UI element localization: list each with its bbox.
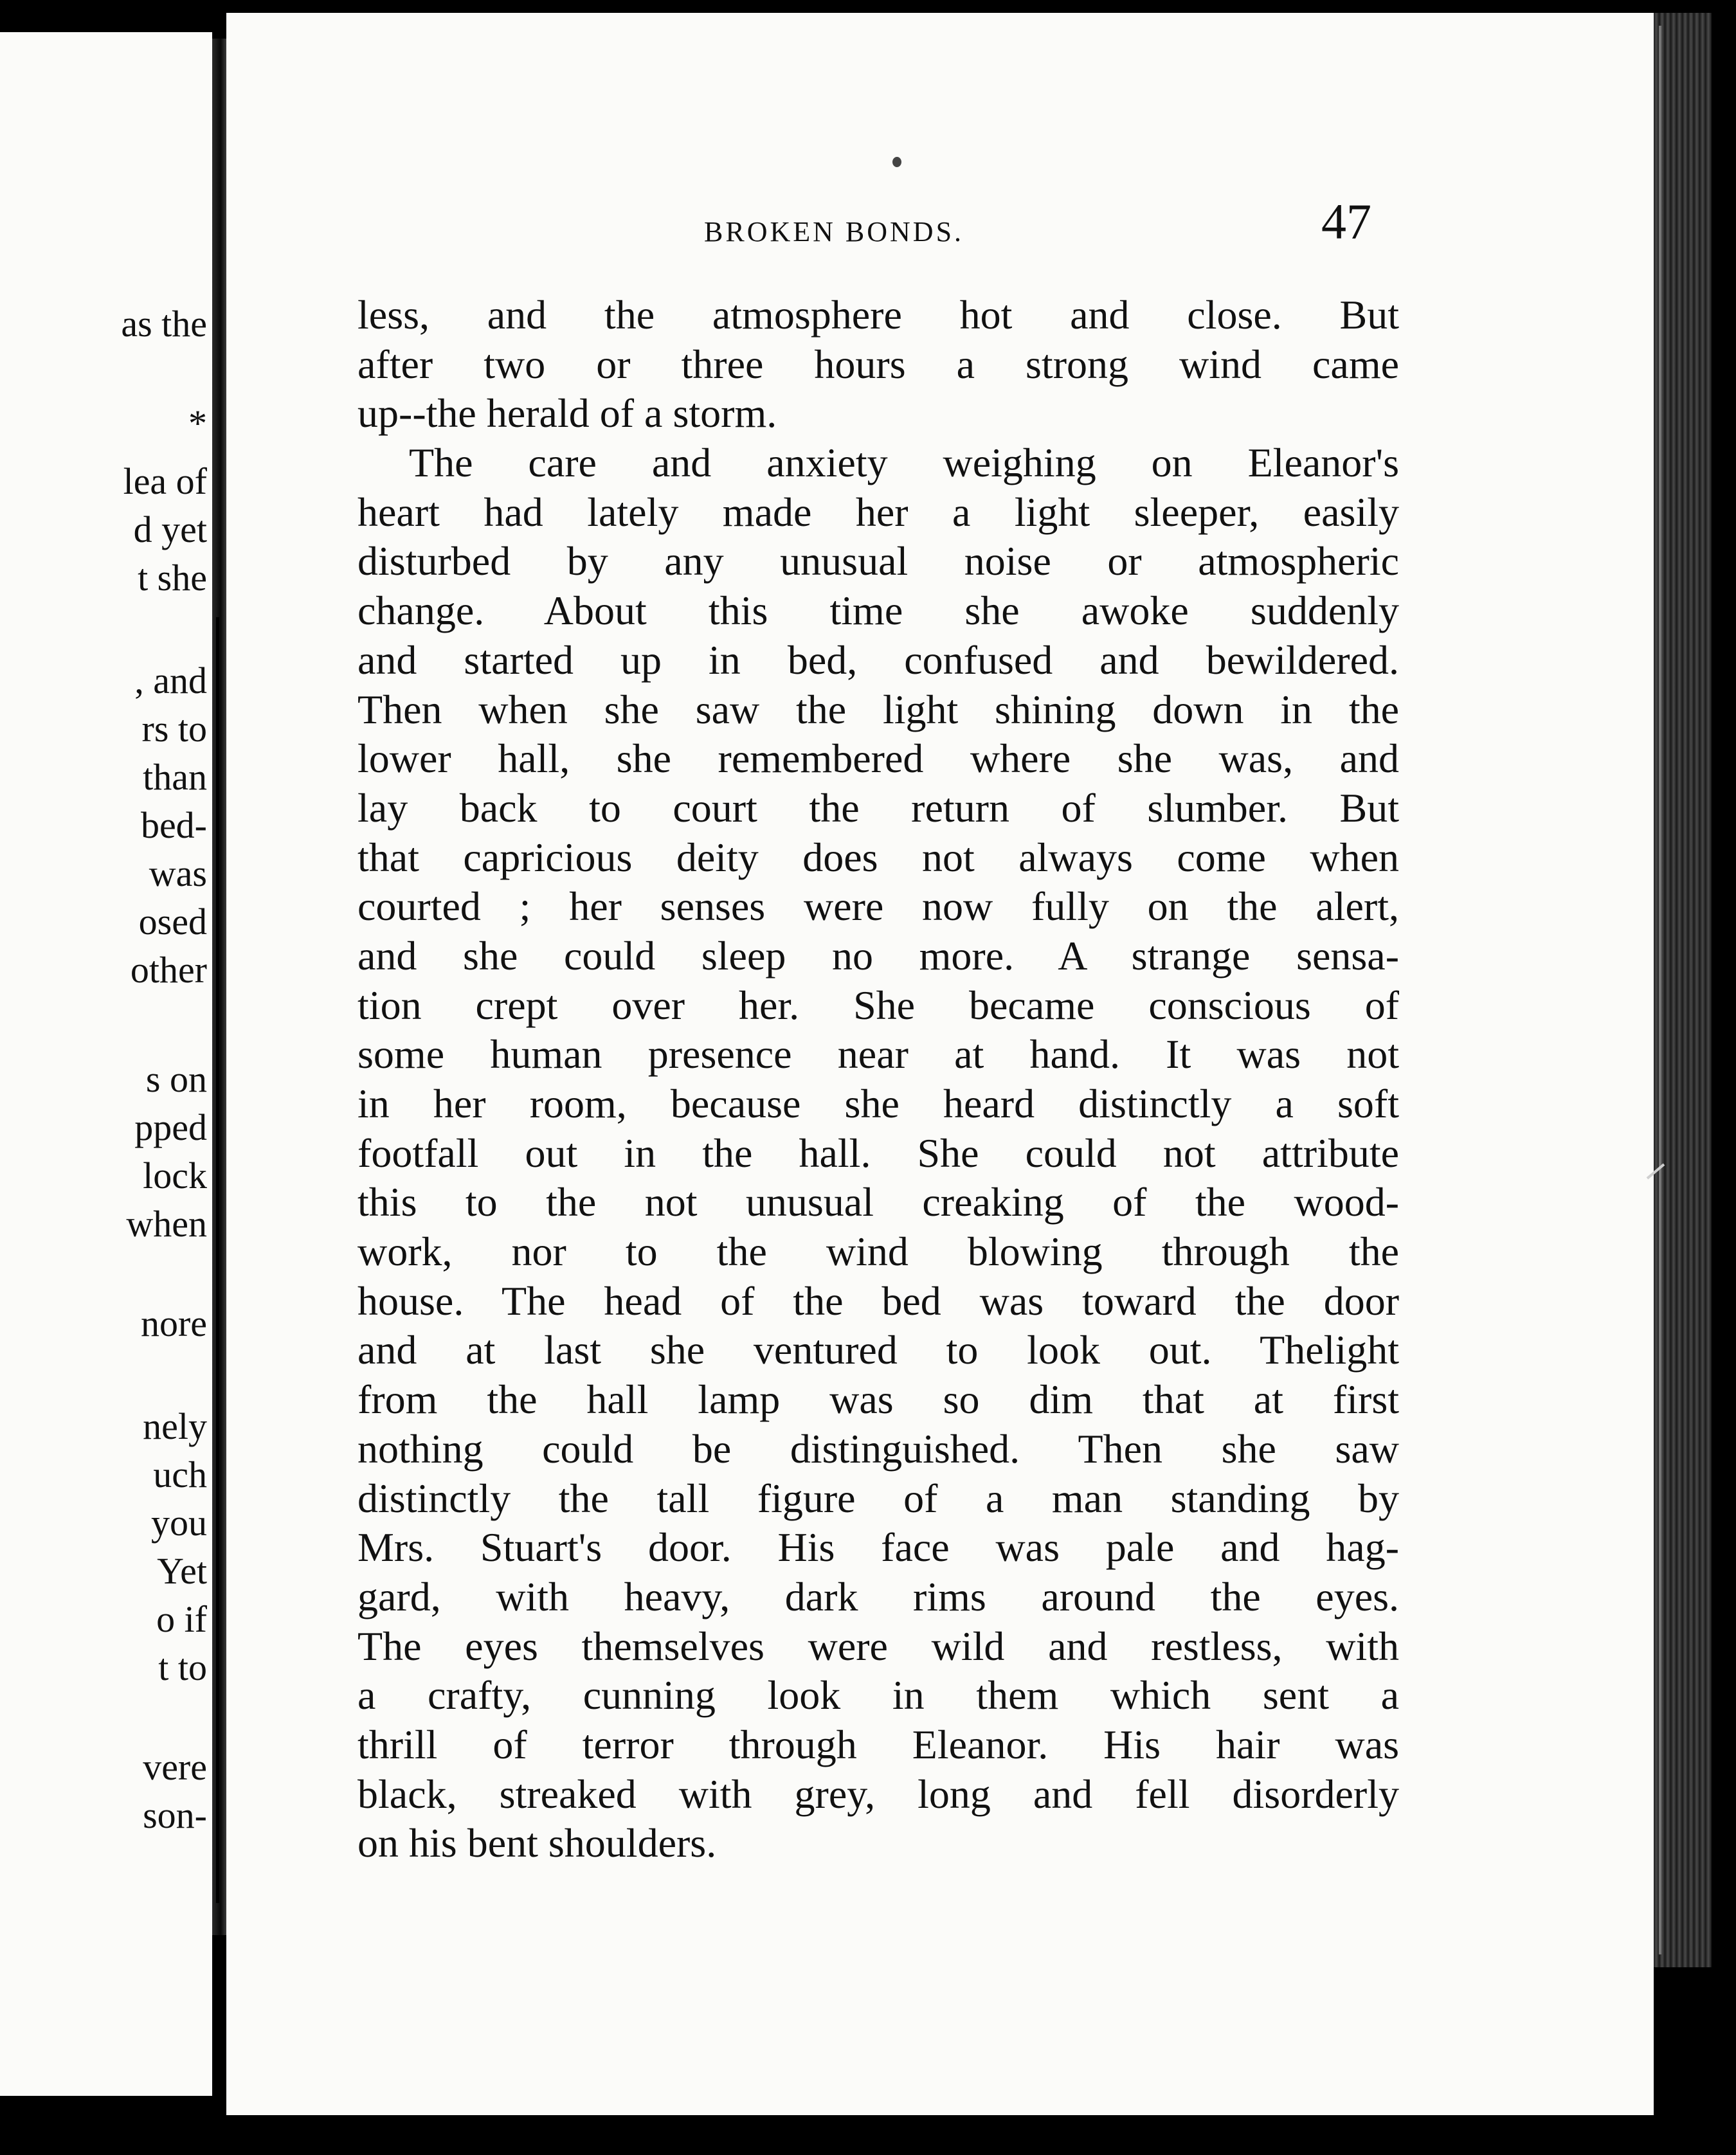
text-line: after two or three hours a strong wind came — [357, 341, 1399, 387]
text-line: heart had lately made her a light sleeper, easily — [357, 489, 1399, 535]
text-line: in her room, because she heard distinctly a soft — [357, 1081, 1399, 1126]
text-line: black, streaked with grey, long and fell disorderly — [357, 1771, 1399, 1817]
text-line: that capricious deity does not always come when — [357, 834, 1399, 880]
text-line: gard, with heavy, dark rims around the eyes. — [357, 1573, 1399, 1619]
ink-speck — [892, 157, 901, 167]
text-line: thrill of terror through Eleanor. His hair was — [357, 1721, 1399, 1767]
body-text — [357, 291, 1399, 1868]
text-line: less, and the atmosphere hot and close. But — [357, 292, 1399, 338]
left-fragment: rs to — [141, 708, 207, 750]
text-line: a crafty, cunning look in them which sent a — [357, 1672, 1399, 1718]
text-line: The care and anxiety weighing on Eleanor's — [409, 440, 1399, 486]
left-fragment: * — [188, 402, 207, 444]
left-fragment: osed — [138, 901, 207, 942]
left-fragment: pped — [134, 1106, 207, 1148]
left-fragment: bed- — [140, 804, 207, 846]
left-fragment: t she — [138, 557, 207, 599]
left-fragment: as the — [121, 303, 207, 345]
left-fragment: lea of — [123, 460, 207, 502]
text-line: up--the herald of a storm. — [357, 390, 777, 437]
text-line: nothing could be distinguished. Then she saw — [357, 1425, 1399, 1472]
book-gutter — [212, 39, 226, 1935]
left-fragment: , and — [134, 660, 207, 701]
left-fragment: nely — [143, 1405, 207, 1447]
book-page-edges — [1654, 13, 1712, 1967]
page-number: 47 — [1321, 194, 1371, 249]
text-line: house. The head of the bed was toward the door — [357, 1277, 1399, 1324]
left-fragment: you — [151, 1502, 207, 1544]
text-line: some human presence near at hand. It was not — [357, 1031, 1399, 1078]
left-fragment: Yet — [157, 1550, 207, 1592]
text-line: disturbed by any unusual noise or atmospheric — [357, 538, 1399, 584]
left-fragment: than — [143, 756, 207, 798]
left-fragment: son- — [143, 1794, 207, 1836]
text-line: lay back to court the return of slumber. But — [357, 784, 1399, 831]
left-fragment: vere — [143, 1746, 207, 1788]
text-line: change. About this time she awoke suddenly — [357, 588, 1399, 634]
left-facing-page — [0, 32, 212, 2096]
left-fragment: d yet — [133, 509, 207, 550]
left-fragment: was — [149, 852, 207, 894]
left-fragment: when — [126, 1203, 207, 1245]
left-page-text-fragments — [0, 32, 207, 2096]
text-line: and started up in bed, confused and bewildered. — [357, 636, 1399, 683]
gutter-shadow-line — [216, 617, 219, 1903]
page-edge-line — [1659, 26, 1661, 1954]
running-head: BROKEN BONDS. — [704, 216, 964, 248]
text-line: courted ; her senses were now fully on the alert, — [357, 883, 1399, 930]
text-line: Mrs. Stuart's door. His face was pale and hag- — [357, 1524, 1399, 1571]
text-line: lower hall, she remembered where she was, and — [357, 735, 1399, 782]
text-line: this to the not unusual creaking of the wood- — [357, 1179, 1399, 1225]
text-line: The eyes themselves were wild and restless, with — [357, 1623, 1399, 1669]
text-line: footfall out in the hall. She could not attribute — [357, 1130, 1399, 1176]
text-line: tion crept over her. She became conscious of — [357, 982, 1399, 1028]
text-line: distinctly the tall figure of a man standing by — [357, 1475, 1399, 1521]
left-fragment: other — [130, 949, 207, 991]
text-line: Then when she saw the light shining down in the — [357, 686, 1399, 732]
left-fragment: t to — [158, 1646, 207, 1688]
text-line: on his bent shoulders. — [357, 1820, 717, 1866]
left-fragment: s on — [145, 1058, 207, 1100]
left-fragment: lock — [143, 1155, 207, 1196]
text-line: work, nor to the wind blowing through the — [357, 1229, 1399, 1275]
left-fragment: nore — [140, 1303, 207, 1344]
left-fragment: o if — [156, 1598, 207, 1640]
left-fragment: uch — [153, 1454, 207, 1495]
text-line: and at last she ventured to look out. Thelight — [357, 1327, 1399, 1373]
text-line: from the hall lamp was so dim that at first — [357, 1376, 1399, 1423]
text-line: and she could sleep no more. A strange sensa- — [357, 932, 1399, 978]
